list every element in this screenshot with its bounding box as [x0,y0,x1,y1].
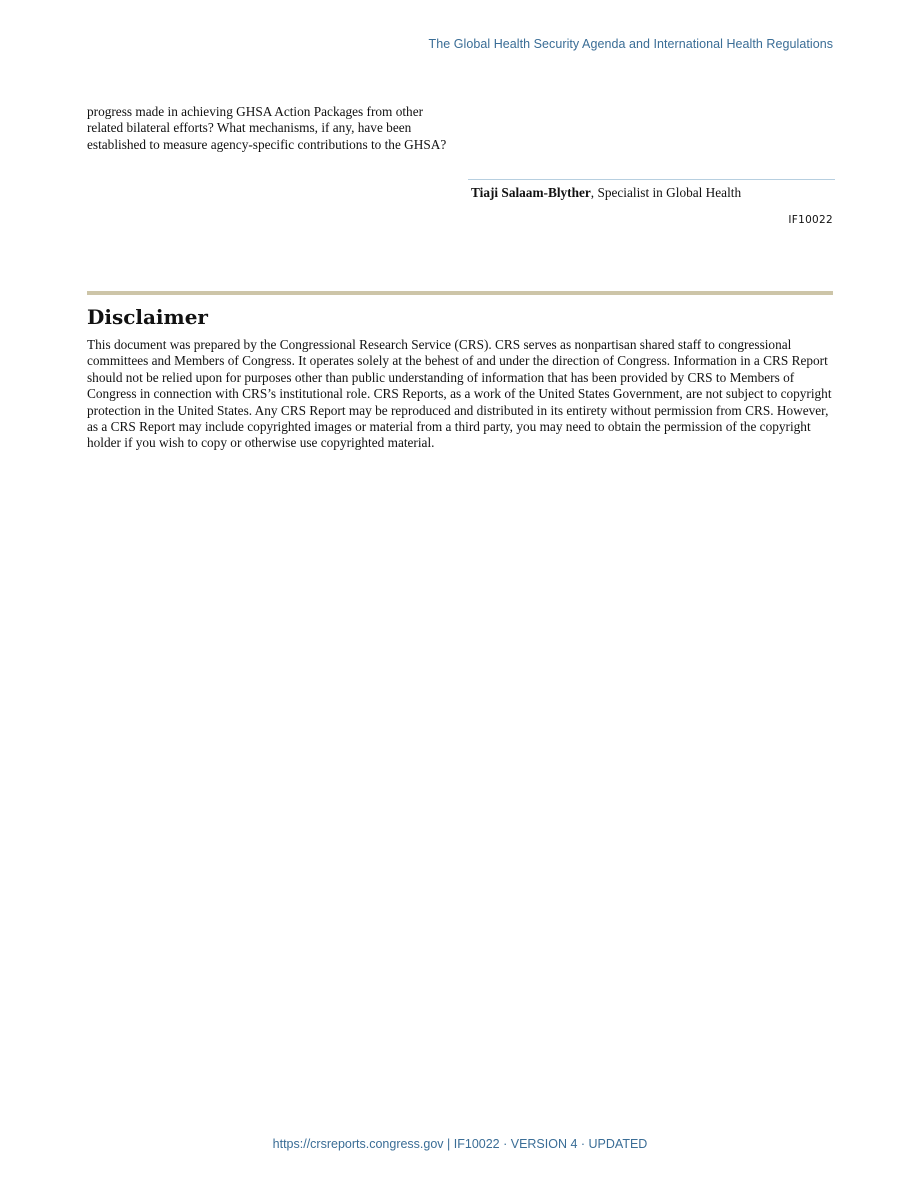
author-separator: , [590,185,598,200]
author-line [471,185,741,201]
author-name: Tiaji Salaam-Blyther [471,185,591,200]
disclaimer-divider [87,291,833,295]
disclaimer-heading: Disclaimer [87,305,208,329]
body-text-left-column: progress made in achieving GHSA Action Packages from other related bilateral efforts? What mechanisms, if any, have been established to measure agency-specific contributions to the GHSA? [87,104,447,152]
report-id: IF10022 [788,214,833,226]
author-divider [468,179,835,180]
footer-url-version: https://crsreports.congress.gov | IF10022 · VERSION 4 · UPDATED [272,1137,648,1151]
author-title: Specialist in Global Health [597,185,742,200]
running-header-title: The Global Health Security Agenda and International Health Regulations [428,37,833,51]
disclaimer-text: This document was prepared by the Congressional Research Service (CRS). CRS serves as nonpartisan shared staff to congressional committees and Members of Congress. It operates solely at the behest of and under the direction of Congress. Information in a CRS Report should not be relied upon for purposes other than public understanding of information that has been provided by CRS to Members of Congress in connection with CRS’s institutional role. CRS Reports, as a work of the United States Government, are not subject to copyright protection in the United States. Any CRS Report may be reproduced and distributed in its entirety without permission from CRS. However, as a CRS Report may include copyrighted images or material from a third party, you may need to obtain the permission of the copyright holder if you wish to copy or otherwise use copyrighted material. [87,337,832,451]
